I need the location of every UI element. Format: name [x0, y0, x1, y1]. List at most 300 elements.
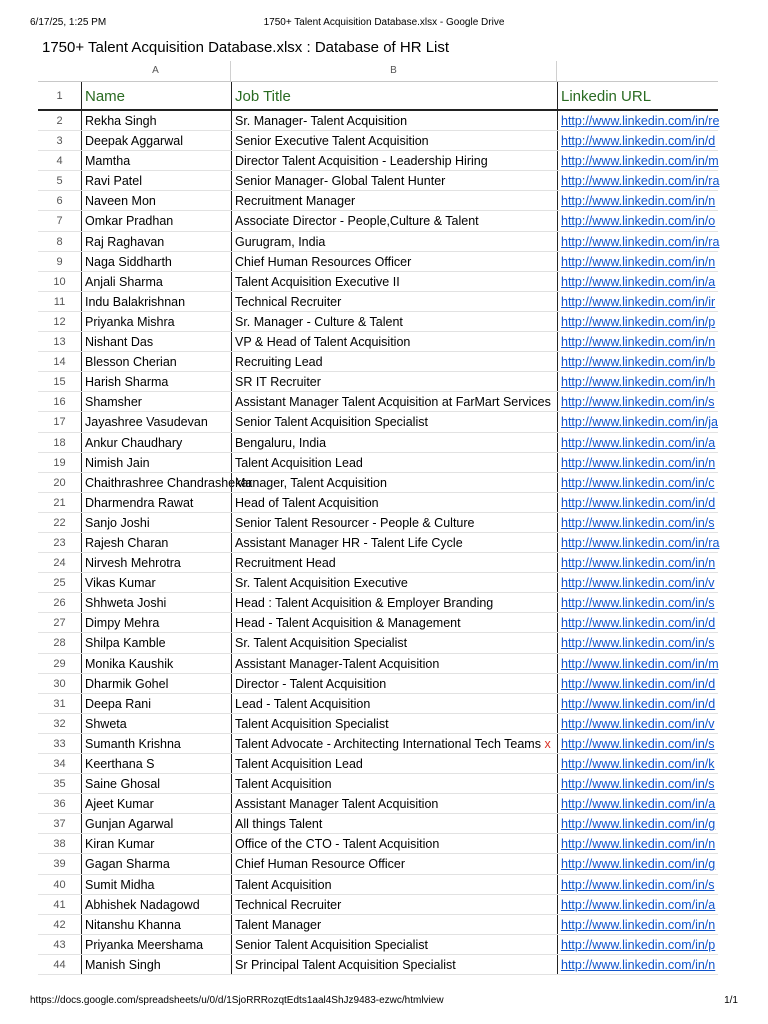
- job-title-text: Sr. Manager- Talent Acquisition: [235, 114, 408, 128]
- job-title-cell[interactable]: [231, 895, 557, 914]
- name-cell[interactable]: Ankur Chaudhary: [81, 433, 231, 452]
- linkedin-url-cell[interactable]: [557, 794, 718, 813]
- print-header-title: 1750+ Talent Acquisition Database.xlsx - Google Drive: [263, 17, 505, 28]
- header-linkedin-url[interactable]: Linkedin URL: [557, 82, 718, 109]
- linkedin-url-cell[interactable]: [557, 774, 718, 793]
- row-number[interactable]: 33: [53, 737, 66, 750]
- linkedin-link[interactable]: http://www.linkedin.com/in/b: [561, 355, 716, 370]
- job-title-cell[interactable]: [231, 533, 557, 552]
- name-cell[interactable]: Rajesh Charan: [81, 533, 231, 552]
- linkedin-link[interactable]: http://www.linkedin.com/in/n: [561, 335, 716, 350]
- linkedin-link[interactable]: http://www.linkedin.com/in/ra: [561, 174, 720, 189]
- table-row: [38, 814, 718, 834]
- linkedin-url-cell[interactable]: [557, 352, 718, 371]
- linkedin-link[interactable]: http://www.linkedin.com/in/p: [561, 314, 716, 329]
- print-footer-page: 1/1: [724, 995, 738, 1006]
- linkedin-link[interactable]: http://www.linkedin.com/in/o: [561, 214, 716, 229]
- table-row: [38, 473, 718, 493]
- row-number[interactable]: 23: [53, 536, 66, 549]
- job-title-cell[interactable]: [231, 131, 557, 150]
- table-row: [38, 211, 718, 231]
- table-row: [38, 252, 718, 272]
- job-title-cell[interactable]: [231, 111, 557, 130]
- row-number[interactable]: 4: [56, 155, 63, 168]
- job-title-cell[interactable]: [231, 714, 557, 733]
- linkedin-url-cell[interactable]: [557, 875, 718, 894]
- name-cell[interactable]: Abhishek Nadagowd: [81, 895, 231, 914]
- job-title-cell[interactable]: [231, 252, 557, 271]
- job-title-text: Chief Human Resource Officer: [235, 857, 405, 872]
- job-title-cell[interactable]: [231, 332, 557, 351]
- linkedin-url-cell[interactable]: [557, 955, 718, 974]
- name-cell[interactable]: Nishant Das: [81, 332, 231, 351]
- row-number[interactable]: 21: [53, 496, 66, 509]
- table-row: [38, 875, 718, 895]
- name-cell[interactable]: Ravi Patel: [81, 171, 231, 190]
- job-title-text: Talent Advocate - Architecting International Tech Teams: [235, 736, 541, 751]
- linkedin-url-cell[interactable]: [557, 292, 718, 311]
- table-row: [38, 734, 718, 754]
- job-title-cell[interactable]: [231, 433, 557, 452]
- linkedin-url-cell[interactable]: [557, 915, 718, 934]
- linkedin-link[interactable]: http://www.linkedin.com/in/d: [561, 495, 716, 510]
- table-row: [38, 654, 718, 674]
- job-title-cell[interactable]: [231, 774, 557, 793]
- linkedin-link[interactable]: http://www.linkedin.com/in/s: [561, 736, 715, 751]
- row-number[interactable]: 37: [53, 818, 66, 831]
- name-cell[interactable]: Blesson Cherian: [81, 352, 231, 371]
- linkedin-link[interactable]: http://www.linkedin.com/in/n: [561, 917, 716, 932]
- job-title-text: Bengaluru, India: [235, 435, 327, 450]
- linkedin-link[interactable]: http://www.linkedin.com/in/d: [561, 676, 716, 691]
- linkedin-url-cell[interactable]: [557, 513, 718, 532]
- job-title-cell[interactable]: [231, 493, 557, 512]
- row-number[interactable]: 44: [53, 958, 66, 971]
- linkedin-url-cell[interactable]: [557, 232, 718, 251]
- linkedin-url-cell[interactable]: [557, 111, 718, 130]
- name-cell[interactable]: Gagan Sharma: [81, 854, 231, 873]
- linkedin-link[interactable]: http://www.linkedin.com/in/d: [561, 134, 716, 149]
- linkedin-link[interactable]: http://www.linkedin.com/in/n: [561, 837, 716, 852]
- name-cell[interactable]: Ajeet Kumar: [81, 794, 231, 813]
- job-title-text: Head - Talent Acquisition & Management: [235, 616, 461, 631]
- column-header-c[interactable]: [557, 61, 718, 81]
- name-cell[interactable]: Priyanka Mishra: [81, 312, 231, 331]
- table-row: [38, 392, 718, 412]
- row-number[interactable]: 43: [53, 938, 66, 951]
- job-title-cell[interactable]: [231, 292, 557, 311]
- row-number[interactable]: 13: [53, 336, 66, 349]
- job-title-text: VP & Head of Talent Acquisition: [235, 335, 411, 350]
- job-title-cell[interactable]: [231, 854, 557, 873]
- linkedin-link[interactable]: http://www.linkedin.com/in/ir: [561, 294, 716, 309]
- table-row: [38, 372, 718, 392]
- linkedin-url-cell[interactable]: [557, 754, 718, 773]
- row-number[interactable]: 10: [53, 275, 66, 288]
- linkedin-url-cell[interactable]: [557, 252, 718, 271]
- job-title-text: Sr Principal Talent Acquisition Specialist: [235, 957, 456, 972]
- linkedin-url-cell[interactable]: [557, 533, 718, 552]
- linkedin-link[interactable]: http://www.linkedin.com/in/v: [561, 576, 715, 591]
- table-row: [38, 111, 718, 131]
- table-row: [38, 754, 718, 774]
- linkedin-link[interactable]: http://www.linkedin.com/in/c: [561, 475, 715, 490]
- job-title-cell[interactable]: [231, 613, 557, 632]
- linkedin-link[interactable]: http://www.linkedin.com/in/n: [561, 194, 716, 209]
- name-cell[interactable]: Dharmendra Rawat: [81, 493, 231, 512]
- job-title-text: Gurugram, India: [235, 234, 326, 249]
- row-number[interactable]: 7: [56, 215, 63, 228]
- linkedin-url-cell[interactable]: [557, 131, 718, 150]
- linkedin-link[interactable]: http://www.linkedin.com/in/a: [561, 897, 716, 912]
- name-cell[interactable]: Shhweta Joshi: [81, 593, 231, 612]
- job-title-cell[interactable]: [231, 453, 557, 472]
- column-header-b[interactable]: B: [231, 61, 557, 81]
- name-cell[interactable]: Sanjo Joshi: [81, 513, 231, 532]
- linkedin-url-cell[interactable]: [557, 935, 718, 954]
- linkedin-url-cell[interactable]: [557, 191, 718, 210]
- linkedin-link[interactable]: http://www.linkedin.com/in/a: [561, 274, 716, 289]
- name-cell[interactable]: Rekha Singh: [81, 111, 231, 130]
- linkedin-url-cell[interactable]: [557, 633, 718, 652]
- name-cell[interactable]: Naga Siddharth: [81, 252, 231, 271]
- linkedin-url-cell[interactable]: [557, 272, 718, 291]
- job-title-cell[interactable]: [231, 473, 557, 492]
- row-number[interactable]: 30: [53, 677, 66, 690]
- job-title-cell[interactable]: [231, 171, 557, 190]
- job-title-cell[interactable]: [231, 191, 557, 210]
- overflow-marker: x: [544, 736, 551, 751]
- job-title-text: Technical Recruiter: [235, 294, 342, 309]
- row-number[interactable]: 14: [53, 356, 66, 369]
- table-row: [38, 533, 718, 553]
- linkedin-url-cell[interactable]: [557, 392, 718, 411]
- row-number[interactable]: 18: [53, 436, 66, 449]
- linkedin-link[interactable]: http://www.linkedin.com/in/v: [561, 716, 715, 731]
- row-number[interactable]: 15: [53, 376, 66, 389]
- linkedin-link[interactable]: http://www.linkedin.com/in/n: [561, 455, 716, 470]
- linkedin-link[interactable]: http://www.linkedin.com/in/ra: [561, 535, 720, 550]
- linkedin-url-cell[interactable]: [557, 834, 718, 853]
- linkedin-link[interactable]: http://www.linkedin.com/in/g: [561, 817, 716, 832]
- job-title-text: Recruiting Lead: [235, 355, 323, 370]
- name-cell[interactable]: Deepa Rani: [81, 694, 231, 713]
- linkedin-link[interactable]: http://www.linkedin.com/in/k: [561, 757, 715, 771]
- job-title-cell[interactable]: [231, 875, 557, 894]
- job-title-cell[interactable]: [231, 232, 557, 251]
- linkedin-url-cell[interactable]: [557, 453, 718, 472]
- spreadsheet-grid: [38, 61, 718, 976]
- name-cell[interactable]: Keerthana S: [81, 754, 231, 773]
- row-number[interactable]: 2: [56, 115, 63, 127]
- name-cell[interactable]: Sumit Midha: [81, 875, 231, 894]
- job-title-text: Senior Executive Talent Acquisition: [235, 134, 429, 149]
- linkedin-url-cell[interactable]: [557, 854, 718, 873]
- row-number[interactable]: 20: [53, 476, 66, 489]
- table-row: [38, 513, 718, 533]
- row-number[interactable]: 3: [56, 135, 63, 148]
- table-row: [38, 935, 718, 955]
- rows-container: [38, 82, 718, 975]
- row-number[interactable]: 12: [53, 315, 66, 328]
- job-title-cell[interactable]: [231, 392, 557, 411]
- name-cell[interactable]: Jayashree Vasudevan: [81, 412, 231, 431]
- job-title-cell[interactable]: [231, 593, 557, 612]
- linkedin-link[interactable]: http://www.linkedin.com/in/h: [561, 375, 716, 390]
- linkedin-url-cell[interactable]: [557, 895, 718, 914]
- name-cell[interactable]: Omkar Pradhan: [81, 211, 231, 230]
- print-footer-url: https://docs.google.com/spreadsheets/u/0/d/1SjoRRRozqtEdts1aal4ShJz9483-ezwc/htmlview: [30, 995, 444, 1006]
- job-title-cell[interactable]: [231, 211, 557, 230]
- linkedin-url-cell[interactable]: [557, 694, 718, 713]
- table-row: [38, 453, 718, 473]
- linkedin-url-cell[interactable]: [557, 714, 718, 733]
- name-cell[interactable]: Naveen Mon: [81, 191, 231, 210]
- job-title-cell[interactable]: [231, 352, 557, 371]
- table-row: [38, 553, 718, 573]
- job-title-text: SR IT Recruiter: [235, 375, 321, 390]
- job-title-cell[interactable]: [231, 915, 557, 934]
- linkedin-url-cell[interactable]: [557, 814, 718, 833]
- job-title-cell[interactable]: [231, 372, 557, 391]
- name-cell[interactable]: Sumanth Krishna: [81, 734, 231, 753]
- job-title-text: Talent Acquisition: [235, 777, 332, 792]
- job-title-cell[interactable]: [231, 272, 557, 291]
- job-title-cell[interactable]: [231, 573, 557, 592]
- job-title-cell[interactable]: [231, 955, 557, 974]
- linkedin-link[interactable]: http://www.linkedin.com/in/ra: [561, 234, 720, 249]
- linkedin-url-cell[interactable]: [557, 493, 718, 512]
- row-number[interactable]: 39: [53, 858, 66, 871]
- linkedin-url-cell[interactable]: [557, 654, 718, 673]
- linkedin-url-cell[interactable]: [557, 573, 718, 592]
- job-title-text: Senior Talent Acquisition Specialist: [235, 415, 428, 430]
- table-row: [38, 151, 718, 171]
- linkedin-link[interactable]: http://www.linkedin.com/in/s: [561, 636, 715, 651]
- linkedin-url-cell[interactable]: [557, 372, 718, 391]
- job-title-cell[interactable]: [231, 513, 557, 532]
- table-row: [38, 292, 718, 312]
- linkedin-link[interactable]: http://www.linkedin.com/in/re: [561, 114, 720, 128]
- job-title-text: Director Talent Acquisition - Leadership Hiring: [235, 154, 488, 169]
- name-cell[interactable]: Gunjan Agarwal: [81, 814, 231, 833]
- linkedin-link[interactable]: http://www.linkedin.com/in/s: [561, 395, 715, 410]
- table-row: [38, 674, 718, 694]
- row-number[interactable]: 16: [53, 396, 66, 409]
- name-cell[interactable]: Harish Sharma: [81, 372, 231, 391]
- row-number[interactable]: 9: [56, 255, 63, 268]
- table-row: [38, 834, 718, 854]
- table-row: [38, 854, 718, 874]
- table-row: [38, 774, 718, 794]
- row-number[interactable]: 42: [53, 918, 66, 931]
- table-row: [38, 171, 718, 191]
- row-number[interactable]: 36: [53, 798, 66, 811]
- row-number[interactable]: 8: [56, 235, 63, 248]
- linkedin-url-cell[interactable]: [557, 151, 718, 170]
- name-cell[interactable]: Shamsher: [81, 392, 231, 411]
- row-number[interactable]: 11: [53, 295, 66, 308]
- table-row: [38, 593, 718, 613]
- job-title-text: Talent Acquisition Lead: [235, 757, 363, 771]
- name-cell[interactable]: Dimpy Mehra: [81, 613, 231, 632]
- job-title-cell[interactable]: [231, 734, 557, 753]
- linkedin-url-cell[interactable]: [557, 433, 718, 452]
- linkedin-url-cell[interactable]: [557, 312, 718, 331]
- job-title-text: Talent Acquisition Lead: [235, 455, 363, 470]
- job-title-cell[interactable]: [231, 814, 557, 833]
- row-number[interactable]: 38: [53, 838, 66, 851]
- linkedin-link[interactable]: http://www.linkedin.com/in/a: [561, 797, 716, 812]
- linkedin-url-cell[interactable]: [557, 211, 718, 230]
- job-title-text: Senior Talent Acquisition Specialist: [235, 937, 428, 952]
- job-title-text: Lead - Talent Acquisition: [235, 696, 371, 711]
- table-row: [38, 493, 718, 513]
- name-cell[interactable]: Vikas Kumar: [81, 573, 231, 592]
- document-title: 1750+ Talent Acquisition Database.xlsx : Database of HR List: [42, 39, 450, 56]
- job-title-cell[interactable]: [231, 633, 557, 652]
- linkedin-url-cell[interactable]: [557, 171, 718, 190]
- name-cell[interactable]: Chaithrashree Chandrashekar: [81, 473, 231, 492]
- name-cell[interactable]: Shweta: [81, 714, 231, 733]
- job-title-text: Senior Manager- Global Talent Hunter: [235, 174, 446, 189]
- linkedin-link[interactable]: http://www.linkedin.com/in/s: [561, 777, 715, 792]
- job-title-text: Assistant Manager Talent Acquisition at FarMart Services: [235, 395, 551, 410]
- job-title-cell[interactable]: [231, 412, 557, 431]
- name-cell[interactable]: Anjali Sharma: [81, 272, 231, 291]
- header-job-title[interactable]: Job Title: [231, 82, 557, 109]
- row-number[interactable]: 19: [53, 456, 66, 469]
- job-title-text: Assistant Manager Talent Acquisition: [235, 797, 439, 812]
- job-title-cell[interactable]: [231, 312, 557, 331]
- row-number[interactable]: 25: [53, 577, 66, 590]
- linkedin-link[interactable]: http://www.linkedin.com/in/s: [561, 515, 715, 530]
- row-number[interactable]: 41: [53, 898, 66, 911]
- row-number[interactable]: 26: [53, 597, 66, 610]
- job-title-text: Associate Director - People,Culture & Talent: [235, 214, 479, 229]
- print-header-datetime: 6/17/25, 1:25 PM: [30, 17, 107, 28]
- job-title-text: Recruitment Manager: [235, 194, 356, 209]
- linkedin-url-cell[interactable]: [557, 593, 718, 612]
- job-title-cell[interactable]: [231, 553, 557, 572]
- job-title-text: Sr. Talent Acquisition Specialist: [235, 636, 408, 651]
- table-row: [38, 794, 718, 814]
- linkedin-link[interactable]: http://www.linkedin.com/in/n: [561, 254, 716, 269]
- job-title-cell[interactable]: [231, 834, 557, 853]
- job-title-cell[interactable]: [231, 754, 557, 773]
- job-title-text: Assistant Manager HR - Talent Life Cycle: [235, 535, 463, 550]
- name-cell[interactable]: Deepak Aggarwal: [81, 131, 231, 150]
- linkedin-link[interactable]: http://www.linkedin.com/in/d: [561, 616, 716, 631]
- job-title-cell[interactable]: [231, 935, 557, 954]
- table-row: [38, 714, 718, 734]
- row-number[interactable]: 22: [53, 516, 66, 529]
- row-number[interactable]: 5: [56, 175, 63, 188]
- table-row: [38, 915, 718, 935]
- name-cell[interactable]: Monika Kaushik: [81, 654, 231, 673]
- linkedin-url-cell[interactable]: [557, 412, 718, 431]
- linkedin-link[interactable]: http://www.linkedin.com/in/a: [561, 435, 716, 450]
- name-cell[interactable]: Raj Raghavan: [81, 232, 231, 251]
- name-cell[interactable]: Nirvesh Mehrotra: [81, 553, 231, 572]
- table-row: [38, 573, 718, 593]
- linkedin-link[interactable]: http://www.linkedin.com/in/m: [561, 656, 719, 671]
- header-name[interactable]: Name: [81, 82, 231, 109]
- row-number[interactable]: 24: [53, 557, 66, 570]
- header-row: [38, 82, 718, 111]
- linkedin-link[interactable]: http://www.linkedin.com/in/n: [561, 556, 716, 571]
- table-row: [38, 895, 718, 915]
- job-title-cell[interactable]: [231, 694, 557, 713]
- job-title-cell[interactable]: [231, 794, 557, 813]
- row-number[interactable]: 27: [53, 617, 66, 630]
- linkedin-link[interactable]: http://www.linkedin.com/in/s: [561, 596, 715, 611]
- row-number[interactable]: 35: [53, 778, 66, 791]
- name-cell[interactable]: Shilpa Kamble: [81, 633, 231, 652]
- linkedin-link[interactable]: http://www.linkedin.com/in/m: [561, 154, 719, 169]
- column-header-a[interactable]: A: [81, 61, 231, 81]
- job-title-text: Manager, Talent Acquisition: [235, 475, 387, 490]
- row-number[interactable]: 40: [53, 878, 66, 891]
- row-number[interactable]: 28: [53, 637, 66, 650]
- job-title-text: Head of Talent Acquisition: [235, 495, 379, 510]
- linkedin-url-cell[interactable]: [557, 473, 718, 492]
- name-cell[interactable]: Manish Singh: [81, 955, 231, 974]
- job-title-text: Recruitment Head: [235, 556, 336, 571]
- row-number[interactable]: 29: [53, 657, 66, 670]
- job-title-text: Talent Manager: [235, 917, 322, 932]
- job-title-text: Director - Talent Acquisition: [235, 676, 387, 691]
- job-title-cell[interactable]: [231, 674, 557, 693]
- name-cell[interactable]: Nimish Jain: [81, 453, 231, 472]
- linkedin-url-cell[interactable]: [557, 613, 718, 632]
- linkedin-link[interactable]: http://www.linkedin.com/in/s: [561, 877, 715, 892]
- job-title-text: Office of the CTO - Talent Acquisition: [235, 837, 440, 852]
- job-title-text: Talent Acquisition Specialist: [235, 716, 389, 731]
- job-title-cell[interactable]: [231, 151, 557, 170]
- row-number[interactable]: 17: [53, 416, 66, 429]
- name-cell[interactable]: Kiran Kumar: [81, 834, 231, 853]
- job-title-text: Sr. Talent Acquisition Executive: [235, 576, 408, 591]
- linkedin-url-cell[interactable]: [557, 674, 718, 693]
- row-number[interactable]: 32: [53, 717, 66, 730]
- table-row: [38, 955, 718, 975]
- name-cell[interactable]: Saine Ghosal: [81, 774, 231, 793]
- name-cell[interactable]: Priyanka Meershama: [81, 935, 231, 954]
- linkedin-link[interactable]: http://www.linkedin.com/in/g: [561, 857, 716, 872]
- row-number[interactable]: 6: [56, 195, 63, 208]
- job-title-text: Talent Acquisition Executive II: [235, 274, 400, 289]
- table-row: [38, 694, 718, 714]
- linkedin-link[interactable]: http://www.linkedin.com/in/n: [561, 957, 716, 972]
- row-number[interactable]: 34: [53, 758, 66, 770]
- job-title-cell[interactable]: [231, 654, 557, 673]
- name-cell[interactable]: Mamtha: [81, 151, 231, 170]
- linkedin-url-cell[interactable]: [557, 734, 718, 753]
- linkedin-link[interactable]: http://www.linkedin.com/in/ja: [561, 415, 719, 430]
- row-number[interactable]: 31: [53, 697, 66, 710]
- linkedin-url-cell[interactable]: [557, 332, 718, 351]
- linkedin-link[interactable]: http://www.linkedin.com/in/p: [561, 937, 716, 952]
- name-cell[interactable]: Indu Balakrishnan: [81, 292, 231, 311]
- table-row: [38, 191, 718, 211]
- table-row: [38, 332, 718, 352]
- linkedin-url-cell[interactable]: [557, 553, 718, 572]
- name-cell[interactable]: Dharmik Gohel: [81, 674, 231, 693]
- row-number[interactable]: 1: [56, 90, 63, 102]
- linkedin-link[interactable]: http://www.linkedin.com/in/d: [561, 696, 716, 711]
- name-cell[interactable]: Nitanshu Khanna: [81, 915, 231, 934]
